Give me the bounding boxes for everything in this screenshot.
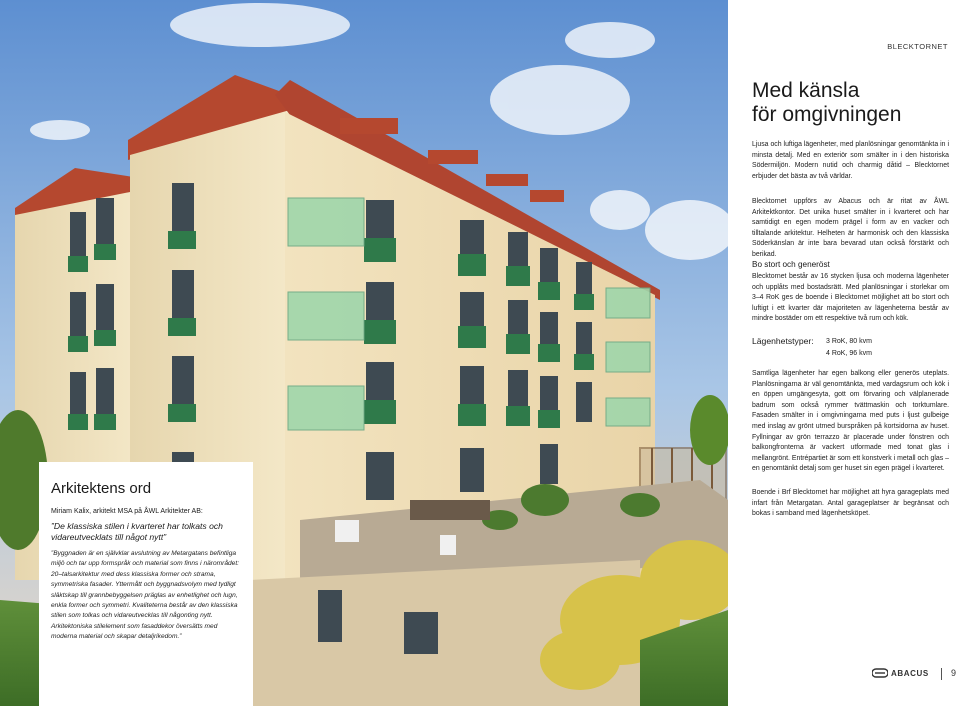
- quote-body: ”Byggnaden är en självklar avslutning av Metargatans befintliga miljö och tar upp formspråk och material som finns i närområdet: 20–talsarkitektur med dess klassiska former och strama, symmetriska fasader. Yttermått och byggnadsvolym med tydligt släktskap till grannbebyggelsen präglas av enhetlighet och lugn, enkla former och symmetri. Kvaliteterna består av den klassiska stilen som tolkas och vidareutvecklas till någonting nytt. Arkitektoniska stilelement som fasaddekor översätts med moderna material och skapar detaljrikedom.”: [51, 550, 239, 641]
- quote-lead: ”De klassiska stilen i kvarteret har tolkats och vidareutvecklats till något nytt”: [51, 521, 223, 542]
- page-footer: [752, 666, 957, 684]
- abacus-logo-icon: [872, 668, 888, 678]
- sub-heading: Bo stort och generöst: [752, 260, 830, 269]
- headline-line-2: för omgivningen: [752, 103, 902, 126]
- page-number: 9: [951, 668, 957, 678]
- page-headline: [752, 79, 952, 127]
- types-label: Lägenhetstyper:: [752, 336, 814, 346]
- intro-paragraph: Ljusa och luftiga lägenheter, med planlösningar genomtänkta in i minsta detalj. Med en exteriör som smälter in i den historiska Södermiljön. Modern nutid och charmig dåtid – Blecktornet erbjuder det bästa av två världar.: [752, 141, 949, 180]
- logo-text: ABACUS: [891, 668, 929, 678]
- quote-author: Miriam Kalix, arkitekt MSA på ÅWL Arkitekter AB:: [51, 508, 203, 515]
- garage-paragraph: Boende i Brf Blecktornet har möjlighet att hyra garageplats med infart från Metargatan. Antal garageplatser är begränsat och bokas i samband med lägenhetsköpet.: [752, 489, 949, 518]
- page-separator: [941, 668, 942, 680]
- type-3rok: 3 RoK, 80 kvm: [826, 338, 872, 345]
- abacus-logo: [872, 668, 929, 678]
- brand-header: BLECKTORNET: [887, 42, 948, 51]
- architecture-paragraph: Blecktornet uppförs av Abacus och är ritat av ÅWL Arkitektkontor. Det unika huset smälter in i kvarteret och har samtidigt en egen modern prägel i form av en vacker och tilltalande arkitektur. Helheten är harmonisk och den klassiska Söderkänslan är inte bara bevarad utan också förstärkt och berikad.: [752, 198, 949, 258]
- type-4rok: 4 RoK, 96 kvm: [826, 350, 872, 357]
- quote-title: Arkitektens ord: [51, 480, 152, 497]
- apartments-paragraph: Blecktornet består av 16 stycken ljusa och moderna lägenheter och upplåts med bostadsrätt. Med planlösningar i storlekar om 3–4 RoK ges de boende i Blecktornet möjlighet att bo stort och luftigt i ett kvarter där majoriteten av lägenheterna består av mindre bostäder om ett respektive två rum och kök.: [752, 273, 949, 323]
- text-column: [728, 0, 960, 706]
- headline-line-1: Med känsla: [752, 79, 860, 102]
- features-paragraph: Samtliga lägenheter har egen balkong eller generös uteplats. Planlösningarna är väl genomtänkta, med vardagsrum och kök i en öppen umgängesyta, gott om förvaring och välplanerade badrum som också rymmer tvättmaskin och torktumlare. Fasaden smälter in i omgivningarna med puts i ljust gulbeige med inslag av grönt utmed burspråken på kortsidorna av huset. Fyllningar av grön terrazzo är placerade under fönstren och balkongfronterna är vackert utformade med tonat glas i mellangrönt. Entrépartiet är som ett konstverk i metall och glas – en genomtänkt detalj som ger huset sin egen prägel i kvarteret.: [752, 370, 949, 473]
- architect-quote-box: [39, 462, 253, 706]
